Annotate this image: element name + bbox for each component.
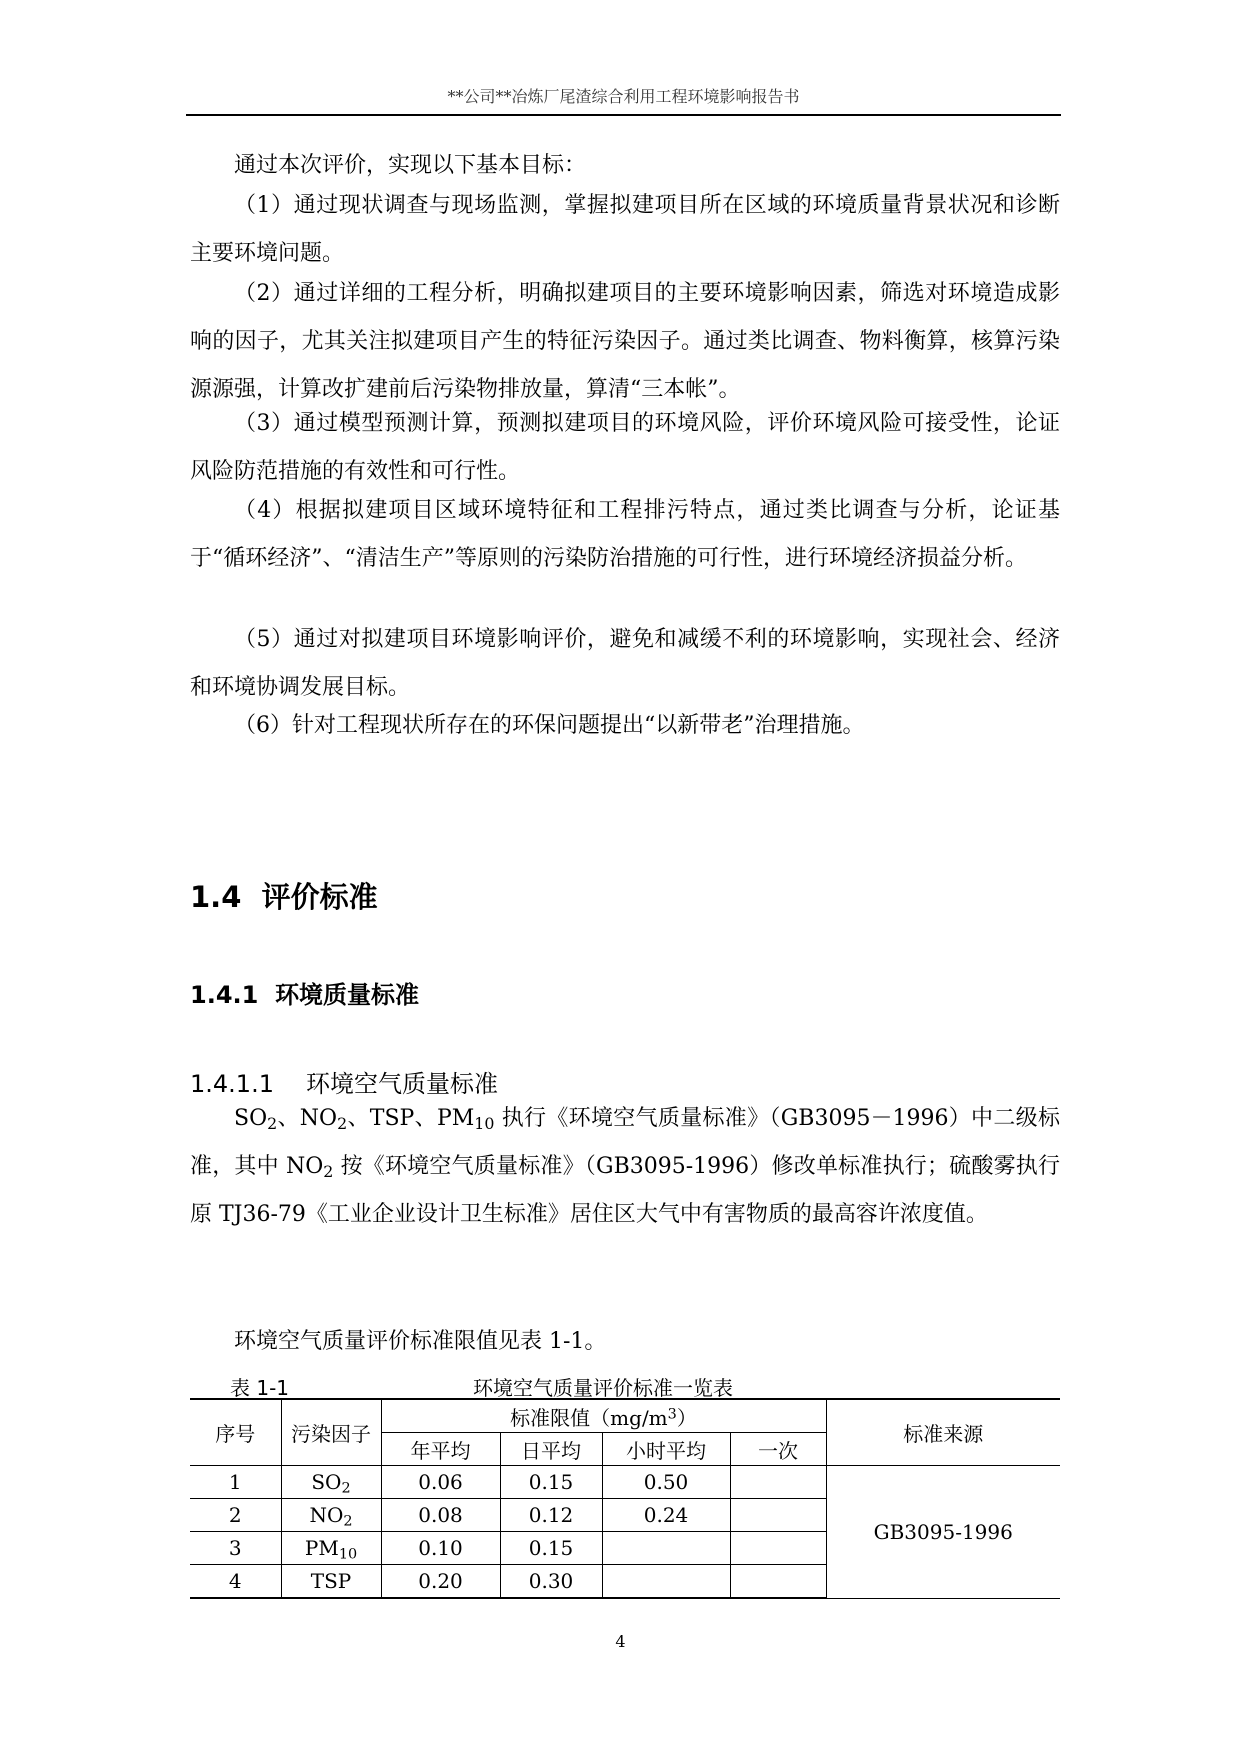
cell-seq: 1 bbox=[190, 1466, 281, 1499]
section-number: 1.4.1 bbox=[190, 981, 259, 1009]
cell-once bbox=[730, 1466, 826, 1499]
header-daily: 日平均 bbox=[500, 1433, 602, 1466]
cell-seq: 3 bbox=[190, 1532, 281, 1565]
section-heading-1-4-1-1 bbox=[190, 1064, 498, 1099]
subscript: 2 bbox=[341, 1480, 351, 1497]
table-row bbox=[190, 1466, 1060, 1499]
cell-hourly bbox=[602, 1565, 730, 1599]
section-number: 1.4.1.1 bbox=[190, 1070, 274, 1098]
cell-factor bbox=[281, 1532, 381, 1565]
subscript: 10 bbox=[338, 1546, 358, 1563]
header-limit-group bbox=[381, 1399, 826, 1433]
section-heading-1-4 bbox=[190, 875, 378, 916]
air-quality-standard-table bbox=[190, 1398, 1060, 1599]
text-run: TSP bbox=[310, 1569, 352, 1593]
cell-hourly: 0.50 bbox=[602, 1466, 730, 1499]
section-heading-1-4-1 bbox=[190, 975, 419, 1010]
table-reference: 环境空气质量评价标准限值见表 1-1。 bbox=[234, 1329, 607, 1354]
cell-factor bbox=[281, 1466, 381, 1499]
subscript: 2 bbox=[343, 1513, 353, 1530]
cell-source: GB3095-1996 bbox=[826, 1466, 1060, 1599]
text-run: 、NO bbox=[277, 1106, 338, 1131]
header-source: 标准来源 bbox=[826, 1399, 1060, 1466]
text-run: 标准限值（mg/m bbox=[510, 1405, 668, 1430]
section-number: 1.4 bbox=[190, 880, 242, 914]
cell-seq: 4 bbox=[190, 1565, 281, 1599]
header-factor: 污染因子 bbox=[281, 1399, 381, 1466]
cell-once bbox=[730, 1532, 826, 1565]
cell-hourly bbox=[602, 1532, 730, 1565]
subscript: 10 bbox=[474, 1113, 495, 1133]
header-seq: 序号 bbox=[190, 1399, 281, 1466]
header-hourly: 小时平均 bbox=[602, 1433, 730, 1466]
goal-2: （2）通过详细的工程分析，明确拟建项目的主要环境影响因素，筛选对环境造成影响的因子，尤其关注拟建项目产生的特征污染因子。通过类比调查、物料衡算，核算污染源源强，计算改扩建前后污染物排放量，算清“三本帐”。 bbox=[190, 281, 1060, 402]
cell-annual: 0.06 bbox=[381, 1466, 500, 1499]
text-run: 、TSP、PM bbox=[347, 1106, 475, 1131]
text-run: PM bbox=[304, 1536, 339, 1560]
cell-daily: 0.12 bbox=[500, 1499, 602, 1532]
header-once: 一次 bbox=[730, 1433, 826, 1466]
goal-6: （6）针对工程现状所存在的环保问题提出“以新带老”治理措施。 bbox=[234, 713, 865, 738]
cell-factor bbox=[281, 1499, 381, 1532]
subscript: 2 bbox=[323, 1161, 334, 1181]
page-number: 4 bbox=[615, 1632, 626, 1651]
cell-factor bbox=[281, 1565, 381, 1599]
table-header-row bbox=[190, 1399, 1060, 1433]
section-title: 环境质量标准 bbox=[275, 981, 420, 1009]
goal-5: （5）通过对拟建项目环境影响评价，避免和减缓不利的环境影响，实现社会、经济和环境协调发展目标。 bbox=[190, 627, 1060, 700]
cell-daily: 0.15 bbox=[500, 1466, 602, 1499]
cell-seq: 2 bbox=[190, 1499, 281, 1532]
header-rule bbox=[186, 114, 1061, 116]
subscript: 2 bbox=[267, 1113, 278, 1133]
table-number: 表 1-1 bbox=[230, 1376, 290, 1400]
cell-annual: 0.10 bbox=[381, 1532, 500, 1565]
subscript: 2 bbox=[337, 1113, 348, 1133]
section-title: 环境空气质量标准 bbox=[305, 1070, 498, 1098]
text-run: SO bbox=[234, 1106, 268, 1131]
air-standard-paragraph bbox=[190, 1095, 1060, 1239]
goal-4: （4）根据拟建项目区域环境特征和工程排污特点，通过类比调查与分析，论证基于“循环经济”、“清洁生产”等原则的污染防治措施的可行性，进行环境经济损益分析。 bbox=[190, 498, 1060, 571]
cell-once bbox=[730, 1565, 826, 1599]
superscript: 3 bbox=[667, 1406, 677, 1423]
table-title: 环境空气质量评价标准一览表 bbox=[473, 1376, 733, 1400]
cell-daily: 0.30 bbox=[500, 1565, 602, 1599]
running-header: **公司**冶炼厂尾渣综合利用工程环境影响报告书 bbox=[447, 87, 800, 106]
cell-hourly: 0.24 bbox=[602, 1499, 730, 1532]
cell-annual: 0.08 bbox=[381, 1499, 500, 1532]
header-annual: 年平均 bbox=[381, 1433, 500, 1466]
text-run: ） bbox=[676, 1405, 697, 1430]
cell-annual: 0.20 bbox=[381, 1565, 500, 1599]
cell-daily: 0.15 bbox=[500, 1532, 602, 1565]
text-run: 执行《环境空气质量标准》（GB3095－1996）中二级标准，其中 NO bbox=[190, 1106, 1060, 1179]
cell-once bbox=[730, 1499, 826, 1532]
text-run: 按《环境空气质量标准》（GB3095-1996）修改单标准执行；硫酸雾执行原 TJ36-79《工业企业设计卫生标准》居住区大气中有害物质的最高容许浓度值。 bbox=[190, 1154, 1060, 1227]
goal-3: （3）通过模型预测计算，预测拟建项目的环境风险，评价环境风险可接受性，论证风险防范措施的有效性和可行性。 bbox=[190, 411, 1060, 484]
text-run: SO bbox=[311, 1470, 342, 1494]
section-title: 评价标准 bbox=[261, 880, 378, 914]
text-run: NO bbox=[309, 1503, 344, 1527]
goal-1: （1）通过现状调查与现场监测，掌握拟建项目所在区域的环境质量背景状况和诊断主要环境问题。 bbox=[190, 193, 1060, 266]
intro-lead: 通过本次评价，实现以下基本目标： bbox=[234, 153, 587, 178]
